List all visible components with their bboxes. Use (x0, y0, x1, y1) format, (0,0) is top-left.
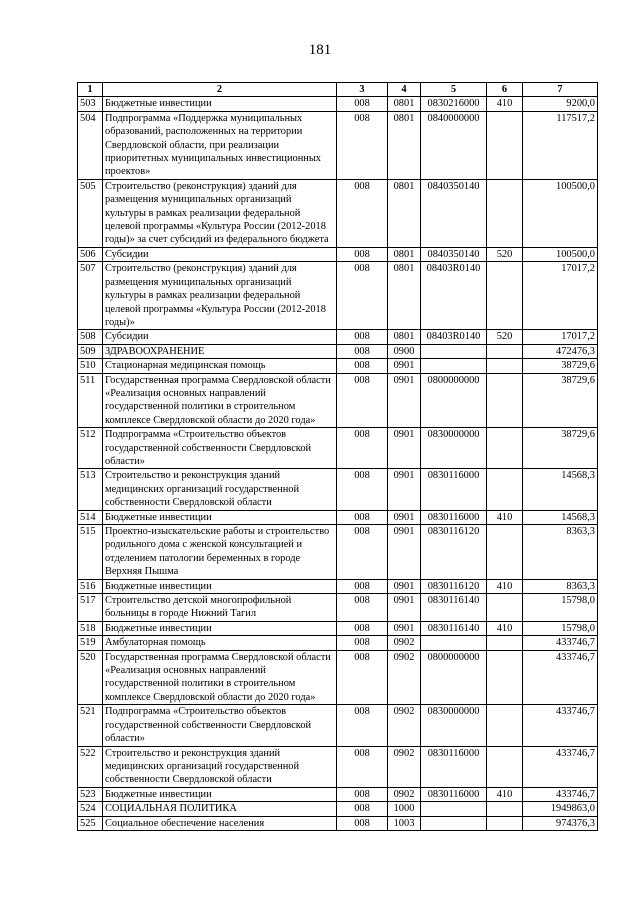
target-article-code: 0840350140 (421, 247, 487, 261)
table-row (78, 802, 598, 816)
amount: 100500,0 (523, 179, 598, 247)
row-number: 521 (78, 705, 103, 746)
target-article-code: 0840000000 (421, 111, 487, 179)
column-header: 2 (103, 83, 337, 97)
row-number: 505 (78, 179, 103, 247)
budget-table (77, 82, 598, 831)
expense-type-code (487, 344, 523, 358)
item-name: Бюджетные инвестиции (103, 579, 337, 593)
row-number: 512 (78, 428, 103, 469)
item-name: Строительство и реконструкция зданий медицинских организаций государственной собственности Свердловской области (103, 746, 337, 787)
amount: 17017,2 (523, 330, 598, 344)
section-code: 0901 (388, 621, 421, 635)
target-article-code (421, 359, 487, 373)
table-row (78, 636, 598, 650)
expense-type-code: 410 (487, 510, 523, 524)
amount: 14568,3 (523, 469, 598, 510)
ministry-code: 008 (337, 428, 388, 469)
section-code: 0902 (388, 787, 421, 801)
target-article-code: 0800000000 (421, 650, 487, 705)
target-article-code: 0830000000 (421, 428, 487, 469)
ministry-code: 008 (337, 705, 388, 746)
ministry-code: 008 (337, 802, 388, 816)
item-name: Строительство (реконструкция) зданий для размещения муниципальных организаций культуры в рамках реализации федеральной целевой программы «Культура России (2012-2018 годы)» за счет субсидий из федерального бюджета (103, 179, 337, 247)
table-row (78, 179, 598, 247)
item-name: Строительство и реконструкция зданий медицинских организаций государственной собственности Свердловской области (103, 469, 337, 510)
amount: 433746,7 (523, 650, 598, 705)
expense-type-code (487, 179, 523, 247)
item-name: Бюджетные инвестиции (103, 787, 337, 801)
amount: 1949863,0 (523, 802, 598, 816)
row-number: 520 (78, 650, 103, 705)
target-article-code (421, 816, 487, 830)
expense-type-code (487, 111, 523, 179)
item-name: Подпрограмма «Строительство объектов государственной собственности Свердловской области» (103, 428, 337, 469)
table-row (78, 594, 598, 622)
amount: 433746,7 (523, 746, 598, 787)
row-number: 516 (78, 579, 103, 593)
column-header: 3 (337, 83, 388, 97)
target-article-code: 0830116140 (421, 594, 487, 622)
ministry-code: 008 (337, 179, 388, 247)
expense-type-code (487, 525, 523, 580)
expense-type-code: 410 (487, 97, 523, 111)
ministry-code: 008 (337, 97, 388, 111)
item-name: СОЦИАЛЬНАЯ ПОЛИТИКА (103, 802, 337, 816)
ministry-code: 008 (337, 359, 388, 373)
row-number: 511 (78, 373, 103, 428)
expense-type-code (487, 746, 523, 787)
amount: 17017,2 (523, 262, 598, 330)
section-code: 0901 (388, 594, 421, 622)
section-code: 0801 (388, 330, 421, 344)
amount: 433746,7 (523, 636, 598, 650)
item-name: Бюджетные инвестиции (103, 510, 337, 524)
ministry-code: 008 (337, 373, 388, 428)
item-name: Социальное обеспечение населения (103, 816, 337, 830)
expense-type-code (487, 428, 523, 469)
column-header: 1 (78, 83, 103, 97)
table-row (78, 525, 598, 580)
ministry-code: 008 (337, 621, 388, 635)
expense-type-code (487, 705, 523, 746)
row-number: 519 (78, 636, 103, 650)
section-code: 0801 (388, 179, 421, 247)
ministry-code: 008 (337, 510, 388, 524)
item-name: Подпрограмма «Строительство объектов государственной собственности Свердловской области» (103, 705, 337, 746)
amount: 38729,6 (523, 359, 598, 373)
item-name: Проектно-изыскательские работы и строительство родильного дома с женской консультацией и отделением патологии беременных в городе Верхняя Пышма (103, 525, 337, 580)
table-row (78, 746, 598, 787)
table-row (78, 262, 598, 330)
table-row (78, 469, 598, 510)
section-code: 0901 (388, 525, 421, 580)
ministry-code: 008 (337, 746, 388, 787)
section-code: 0902 (388, 746, 421, 787)
section-code: 1000 (388, 802, 421, 816)
row-number: 513 (78, 469, 103, 510)
row-number: 523 (78, 787, 103, 801)
target-article-code: 0830116000 (421, 746, 487, 787)
target-article-code (421, 344, 487, 358)
section-code: 0901 (388, 428, 421, 469)
item-name: Амбулаторная помощь (103, 636, 337, 650)
section-code: 0801 (388, 111, 421, 179)
column-header: 6 (487, 83, 523, 97)
row-number: 518 (78, 621, 103, 635)
ministry-code: 008 (337, 816, 388, 830)
ministry-code: 008 (337, 787, 388, 801)
item-name: Бюджетные инвестиции (103, 97, 337, 111)
expense-type-code (487, 636, 523, 650)
amount: 8363,3 (523, 579, 598, 593)
expense-type-code (487, 816, 523, 830)
amount: 433746,7 (523, 787, 598, 801)
section-code: 0902 (388, 636, 421, 650)
section-code: 0902 (388, 650, 421, 705)
item-name: Строительство детской многопрофильной больницы в городе Нижний Тагил (103, 594, 337, 622)
target-article-code: 0800000000 (421, 373, 487, 428)
ministry-code: 008 (337, 247, 388, 261)
section-code: 0901 (388, 510, 421, 524)
target-article-code: 0830116120 (421, 579, 487, 593)
table-row (78, 111, 598, 179)
target-article-code: 08403R0140 (421, 262, 487, 330)
expense-type-code (487, 373, 523, 428)
expense-type-code: 410 (487, 579, 523, 593)
row-number: 503 (78, 97, 103, 111)
target-article-code: 0840350140 (421, 179, 487, 247)
target-article-code: 0830116120 (421, 525, 487, 580)
target-article-code: 0830116000 (421, 787, 487, 801)
item-name: Субсидии (103, 247, 337, 261)
expense-type-code (487, 469, 523, 510)
section-code: 0901 (388, 359, 421, 373)
section-code: 0801 (388, 97, 421, 111)
row-number: 517 (78, 594, 103, 622)
row-number: 515 (78, 525, 103, 580)
target-article-code (421, 802, 487, 816)
table-row (78, 787, 598, 801)
ministry-code: 008 (337, 650, 388, 705)
expense-type-code (487, 359, 523, 373)
item-name: Строительство (реконструкция) зданий для размещения муниципальных организаций культуры в рамках реализации федеральной целевой программы «Культура России (2012-2018 годы)» (103, 262, 337, 330)
table-row (78, 330, 598, 344)
table-header-row (78, 83, 598, 97)
item-name: ЗДРАВООХРАНЕНИЕ (103, 344, 337, 358)
column-header: 5 (421, 83, 487, 97)
table-row (78, 373, 598, 428)
table-row (78, 344, 598, 358)
page-number: 181 (308, 42, 332, 58)
expense-type-code (487, 650, 523, 705)
row-number: 524 (78, 802, 103, 816)
row-number: 508 (78, 330, 103, 344)
amount: 974376,3 (523, 816, 598, 830)
amount: 472476,3 (523, 344, 598, 358)
target-article-code (421, 636, 487, 650)
expense-type-code: 520 (487, 330, 523, 344)
expense-type-code: 520 (487, 247, 523, 261)
amount: 38729,6 (523, 373, 598, 428)
row-number: 525 (78, 816, 103, 830)
row-number: 510 (78, 359, 103, 373)
section-code: 0801 (388, 262, 421, 330)
section-code: 0801 (388, 247, 421, 261)
target-article-code: 0830216000 (421, 97, 487, 111)
amount: 9200,0 (523, 97, 598, 111)
table-row (78, 510, 598, 524)
target-article-code: 0830116000 (421, 510, 487, 524)
ministry-code: 008 (337, 344, 388, 358)
table-row (78, 705, 598, 746)
target-article-code: 0830000000 (421, 705, 487, 746)
item-name: Бюджетные инвестиции (103, 621, 337, 635)
expense-type-code: 410 (487, 787, 523, 801)
target-article-code: 0830116000 (421, 469, 487, 510)
amount: 8363,3 (523, 525, 598, 580)
ministry-code: 008 (337, 262, 388, 330)
target-article-code: 0830116140 (421, 621, 487, 635)
row-number: 509 (78, 344, 103, 358)
row-number: 522 (78, 746, 103, 787)
row-number: 507 (78, 262, 103, 330)
amount: 117517,2 (523, 111, 598, 179)
table-row (78, 621, 598, 635)
target-article-code: 08403R0140 (421, 330, 487, 344)
amount: 100500,0 (523, 247, 598, 261)
item-name: Государственная программа Свердловской области «Реализация основных направлений государственной политики в строительном комплексе Свердловской области до 2020 года» (103, 650, 337, 705)
expense-type-code: 410 (487, 621, 523, 635)
expense-type-code (487, 594, 523, 622)
table-row (78, 247, 598, 261)
item-name: Государственная программа Свердловской области «Реализация основных направлений государственной политики в строительном комплексе Свердловской области до 2020 года» (103, 373, 337, 428)
section-code: 0901 (388, 373, 421, 428)
expense-type-code (487, 802, 523, 816)
item-name: Подпрограмма «Поддержка муниципальных образований, расположенных на территории Свердловской области, при реализации приоритетных муниципальных инвестиционных проектов» (103, 111, 337, 179)
column-header: 4 (388, 83, 421, 97)
item-name: Субсидии (103, 330, 337, 344)
amount: 433746,7 (523, 705, 598, 746)
ministry-code: 008 (337, 111, 388, 179)
table-row (78, 359, 598, 373)
amount: 38729,6 (523, 428, 598, 469)
section-code: 0900 (388, 344, 421, 358)
ministry-code: 008 (337, 579, 388, 593)
table-body (78, 97, 598, 831)
row-number: 514 (78, 510, 103, 524)
table-row (78, 579, 598, 593)
table-row (78, 97, 598, 111)
expense-type-code (487, 262, 523, 330)
ministry-code: 008 (337, 636, 388, 650)
item-name: Стационарная медицинская помощь (103, 359, 337, 373)
amount: 15798,0 (523, 594, 598, 622)
ministry-code: 008 (337, 330, 388, 344)
table-row (78, 428, 598, 469)
amount: 15798,0 (523, 621, 598, 635)
row-number: 506 (78, 247, 103, 261)
table-row (78, 816, 598, 830)
amount: 14568,3 (523, 510, 598, 524)
section-code: 0902 (388, 705, 421, 746)
ministry-code: 008 (337, 594, 388, 622)
table-row (78, 650, 598, 705)
section-code: 1003 (388, 816, 421, 830)
section-code: 0901 (388, 579, 421, 593)
row-number: 504 (78, 111, 103, 179)
ministry-code: 008 (337, 469, 388, 510)
column-header: 7 (523, 83, 598, 97)
section-code: 0901 (388, 469, 421, 510)
ministry-code: 008 (337, 525, 388, 580)
